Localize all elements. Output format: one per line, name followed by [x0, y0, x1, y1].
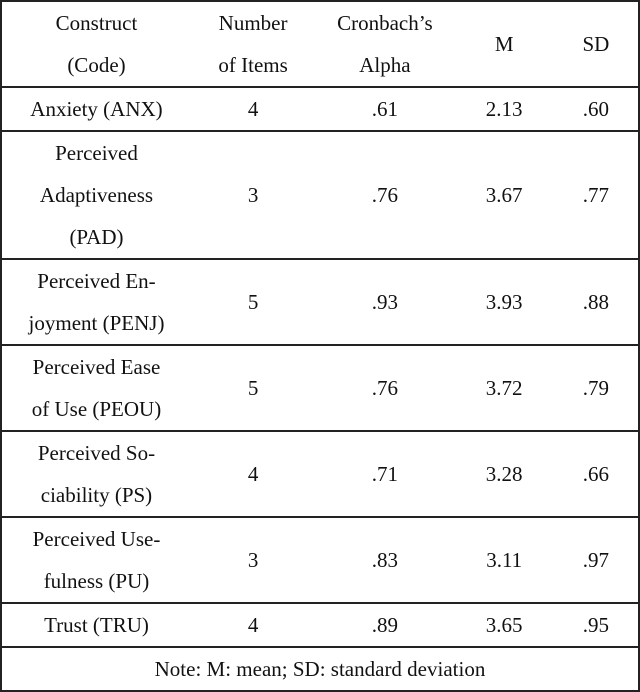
note-row	[1, 647, 639, 691]
items-cell: 3	[191, 517, 315, 603]
table-row	[1, 131, 639, 259]
sd-cell: .77	[554, 131, 639, 259]
construct-cell	[1, 345, 191, 431]
sd-cell: .66	[554, 431, 639, 517]
construct-line: Perceived Ease	[32, 355, 161, 379]
construct-cell	[1, 603, 191, 647]
mean-cell: 3.72	[455, 345, 554, 431]
items-cell: 4	[191, 431, 315, 517]
items-cell: 5	[191, 259, 315, 345]
sd-cell: .79	[554, 345, 639, 431]
mean-cell: 3.93	[455, 259, 554, 345]
construct-line: Adaptiveness	[39, 183, 154, 207]
construct-cell	[1, 131, 191, 259]
items-cell: 3	[191, 131, 315, 259]
table-row	[1, 517, 639, 603]
construct-line: Anxiety (ANX)	[30, 97, 163, 121]
table-row	[1, 87, 639, 131]
header-items-line-1: Number	[218, 11, 288, 35]
construct-line: Trust (TRU)	[44, 613, 149, 637]
alpha-cell: .76	[315, 345, 454, 431]
construct-line: fulness (PU)	[43, 569, 150, 593]
construct-line: Perceived Use-	[32, 527, 161, 551]
header-alpha-line-1: Cronbach’s	[337, 11, 433, 35]
construct-cell	[1, 87, 191, 131]
table-row	[1, 259, 639, 345]
table-row	[1, 345, 639, 431]
construct-cell	[1, 259, 191, 345]
header-sd: SD	[554, 1, 639, 87]
sd-cell: .97	[554, 517, 639, 603]
header-alpha-line-2: Alpha	[359, 53, 411, 77]
header-row	[1, 1, 639, 87]
mean-cell: 3.11	[455, 517, 554, 603]
alpha-cell: .76	[315, 131, 454, 259]
construct-line: joyment (PENJ)	[28, 311, 165, 335]
table-row	[1, 603, 639, 647]
table-row	[1, 431, 639, 517]
mean-cell: 3.28	[455, 431, 554, 517]
header-items	[191, 1, 315, 87]
items-cell: 5	[191, 345, 315, 431]
construct-line: ciability (PS)	[40, 483, 153, 507]
items-cell: 4	[191, 603, 315, 647]
mean-cell: 3.65	[455, 603, 554, 647]
items-cell: 4	[191, 87, 315, 131]
header-items-line-2: of Items	[218, 53, 288, 77]
header-mean: M	[455, 1, 554, 87]
construct-line: Perceived	[55, 141, 138, 165]
sd-cell: .88	[554, 259, 639, 345]
header-alpha	[315, 1, 454, 87]
mean-cell: 3.67	[455, 131, 554, 259]
header-construct-line-2: (Code)	[67, 53, 126, 77]
alpha-cell: .71	[315, 431, 454, 517]
sd-cell: .95	[554, 603, 639, 647]
construct-line: Perceived En-	[37, 269, 156, 293]
construct-line: Perceived So-	[37, 441, 156, 465]
alpha-cell: .93	[315, 259, 454, 345]
header-construct	[1, 1, 191, 87]
construct-cell	[1, 431, 191, 517]
alpha-cell: .89	[315, 603, 454, 647]
table-note: Note: M: mean; SD: standard deviation	[1, 647, 639, 691]
header-construct-line-1: Construct	[55, 11, 138, 35]
alpha-cell: .61	[315, 87, 454, 131]
construct-line: of Use (PEOU)	[31, 397, 162, 421]
alpha-cell: .83	[315, 517, 454, 603]
construct-cell	[1, 517, 191, 603]
construct-line: (PAD)	[69, 225, 124, 249]
sd-cell: .60	[554, 87, 639, 131]
mean-cell: 2.13	[455, 87, 554, 131]
